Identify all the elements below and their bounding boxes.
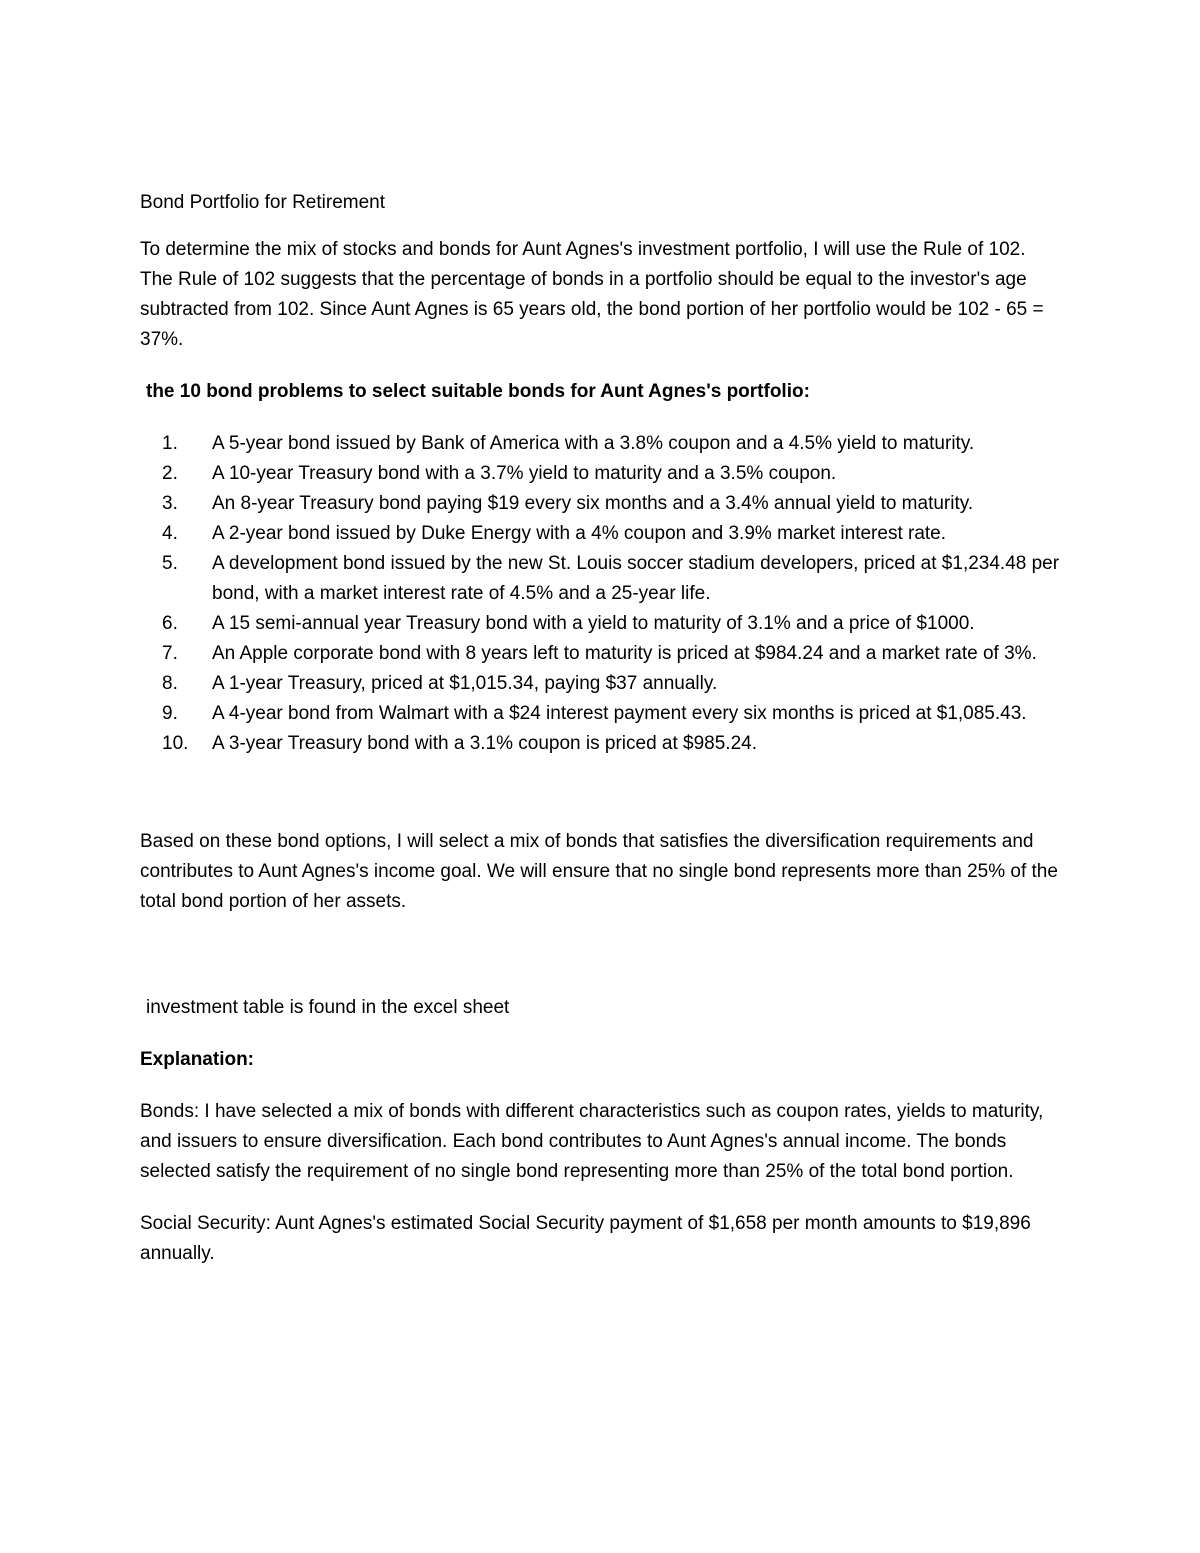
list-item-number: 4. (162, 523, 178, 544)
list-item (140, 699, 1060, 729)
social-security-paragraph: Social Security: Aunt Agnes's estimated Social Security payment of $1,658 per month amounts to $19,896 annually. (140, 1213, 1031, 1264)
list-item-number: 10. (162, 733, 189, 754)
list-item-text: A 5-year bond issued by Bank of America with a 3.8% coupon and a 4.5% yield to maturity. (212, 433, 975, 454)
list-item-number: 7. (162, 643, 178, 664)
list-item (140, 549, 1060, 609)
explanation-heading: Explanation: (140, 1049, 255, 1070)
list-item (140, 669, 1060, 699)
table-note: investment table is found in the excel sheet (146, 997, 510, 1018)
list-item-text: A development bond issued by the new St. Louis soccer stadium developers, priced at $1,234.48 per bond, with a market interest rate of 4.5% and a 25-year life. (212, 553, 1060, 604)
list-item-text: An 8-year Treasury bond paying $19 every six months and a 3.4% annual yield to maturity. (212, 493, 974, 514)
list-item (140, 519, 1060, 549)
list-item-text: A 10-year Treasury bond with a 3.7% yield to maturity and a 3.5% coupon. (212, 463, 837, 484)
list-item-text: A 4-year bond from Walmart with a $24 interest payment every six months is priced at $1,085.43. (212, 703, 1027, 724)
list-item-number: 1. (162, 433, 178, 454)
intro-paragraph: To determine the mix of stocks and bonds for Aunt Agnes's investment portfolio, I will use the Rule of 102. The Rule of 102 suggests that the percentage of bonds in a portfolio should be equal to the investor's age subtracted from 102. Since Aunt Agnes is 65 years old, the bond portion of her portfolio would be 102 - 65 = 37%. (140, 239, 1044, 350)
list-item (140, 489, 1060, 519)
selection-paragraph: Based on these bond options, I will select a mix of bonds that satisfies the diversification requirements and contributes to Aunt Agnes's income goal. We will ensure that no single bond represents more than 25% of the total bond portion of her assets. (140, 831, 1058, 912)
list-item-text: A 1-year Treasury, priced at $1,015.34, paying $37 annually. (212, 673, 718, 694)
list-item-text: An Apple corporate bond with 8 years left to maturity is priced at $984.24 and a market rate of 3%. (212, 643, 1037, 664)
list-item-number: 2. (162, 463, 178, 484)
bond-problems-list (140, 429, 1060, 759)
list-item (140, 609, 1060, 639)
document-body (140, 188, 1060, 1291)
list-item (140, 639, 1060, 669)
list-item-number: 6. (162, 613, 178, 634)
list-item (140, 729, 1060, 759)
spacer (140, 939, 1060, 993)
list-item-number: 9. (162, 703, 178, 724)
list-item (140, 429, 1060, 459)
list-item-number: 8. (162, 673, 178, 694)
problems-heading: the 10 bond problems to select suitable bonds for Aunt Agnes's portfolio: (146, 381, 810, 402)
bonds-paragraph: Bonds: I have selected a mix of bonds with different characteristics such as coupon rates, yields to maturity, and issuers to ensure diversification. Each bond contributes to Aunt Agnes's annual income. The bonds selected satisfy the requirement of no single bond representing more than 25% of the total bond portion. (140, 1101, 1044, 1182)
document-title: Bond Portfolio for Retirement (140, 192, 386, 213)
list-item-number: 5. (162, 553, 178, 574)
list-item-text: A 15 semi-annual year Treasury bond with a yield to maturity of 3.1% and a price of $1000. (212, 613, 975, 634)
spacer (140, 759, 1060, 827)
list-item-text: A 3-year Treasury bond with a 3.1% coupon is priced at $985.24. (212, 733, 757, 754)
list-item-number: 3. (162, 493, 178, 514)
list-item (140, 459, 1060, 489)
list-item-text: A 2-year bond issued by Duke Energy with a 4% coupon and 3.9% market interest rate. (212, 523, 947, 544)
